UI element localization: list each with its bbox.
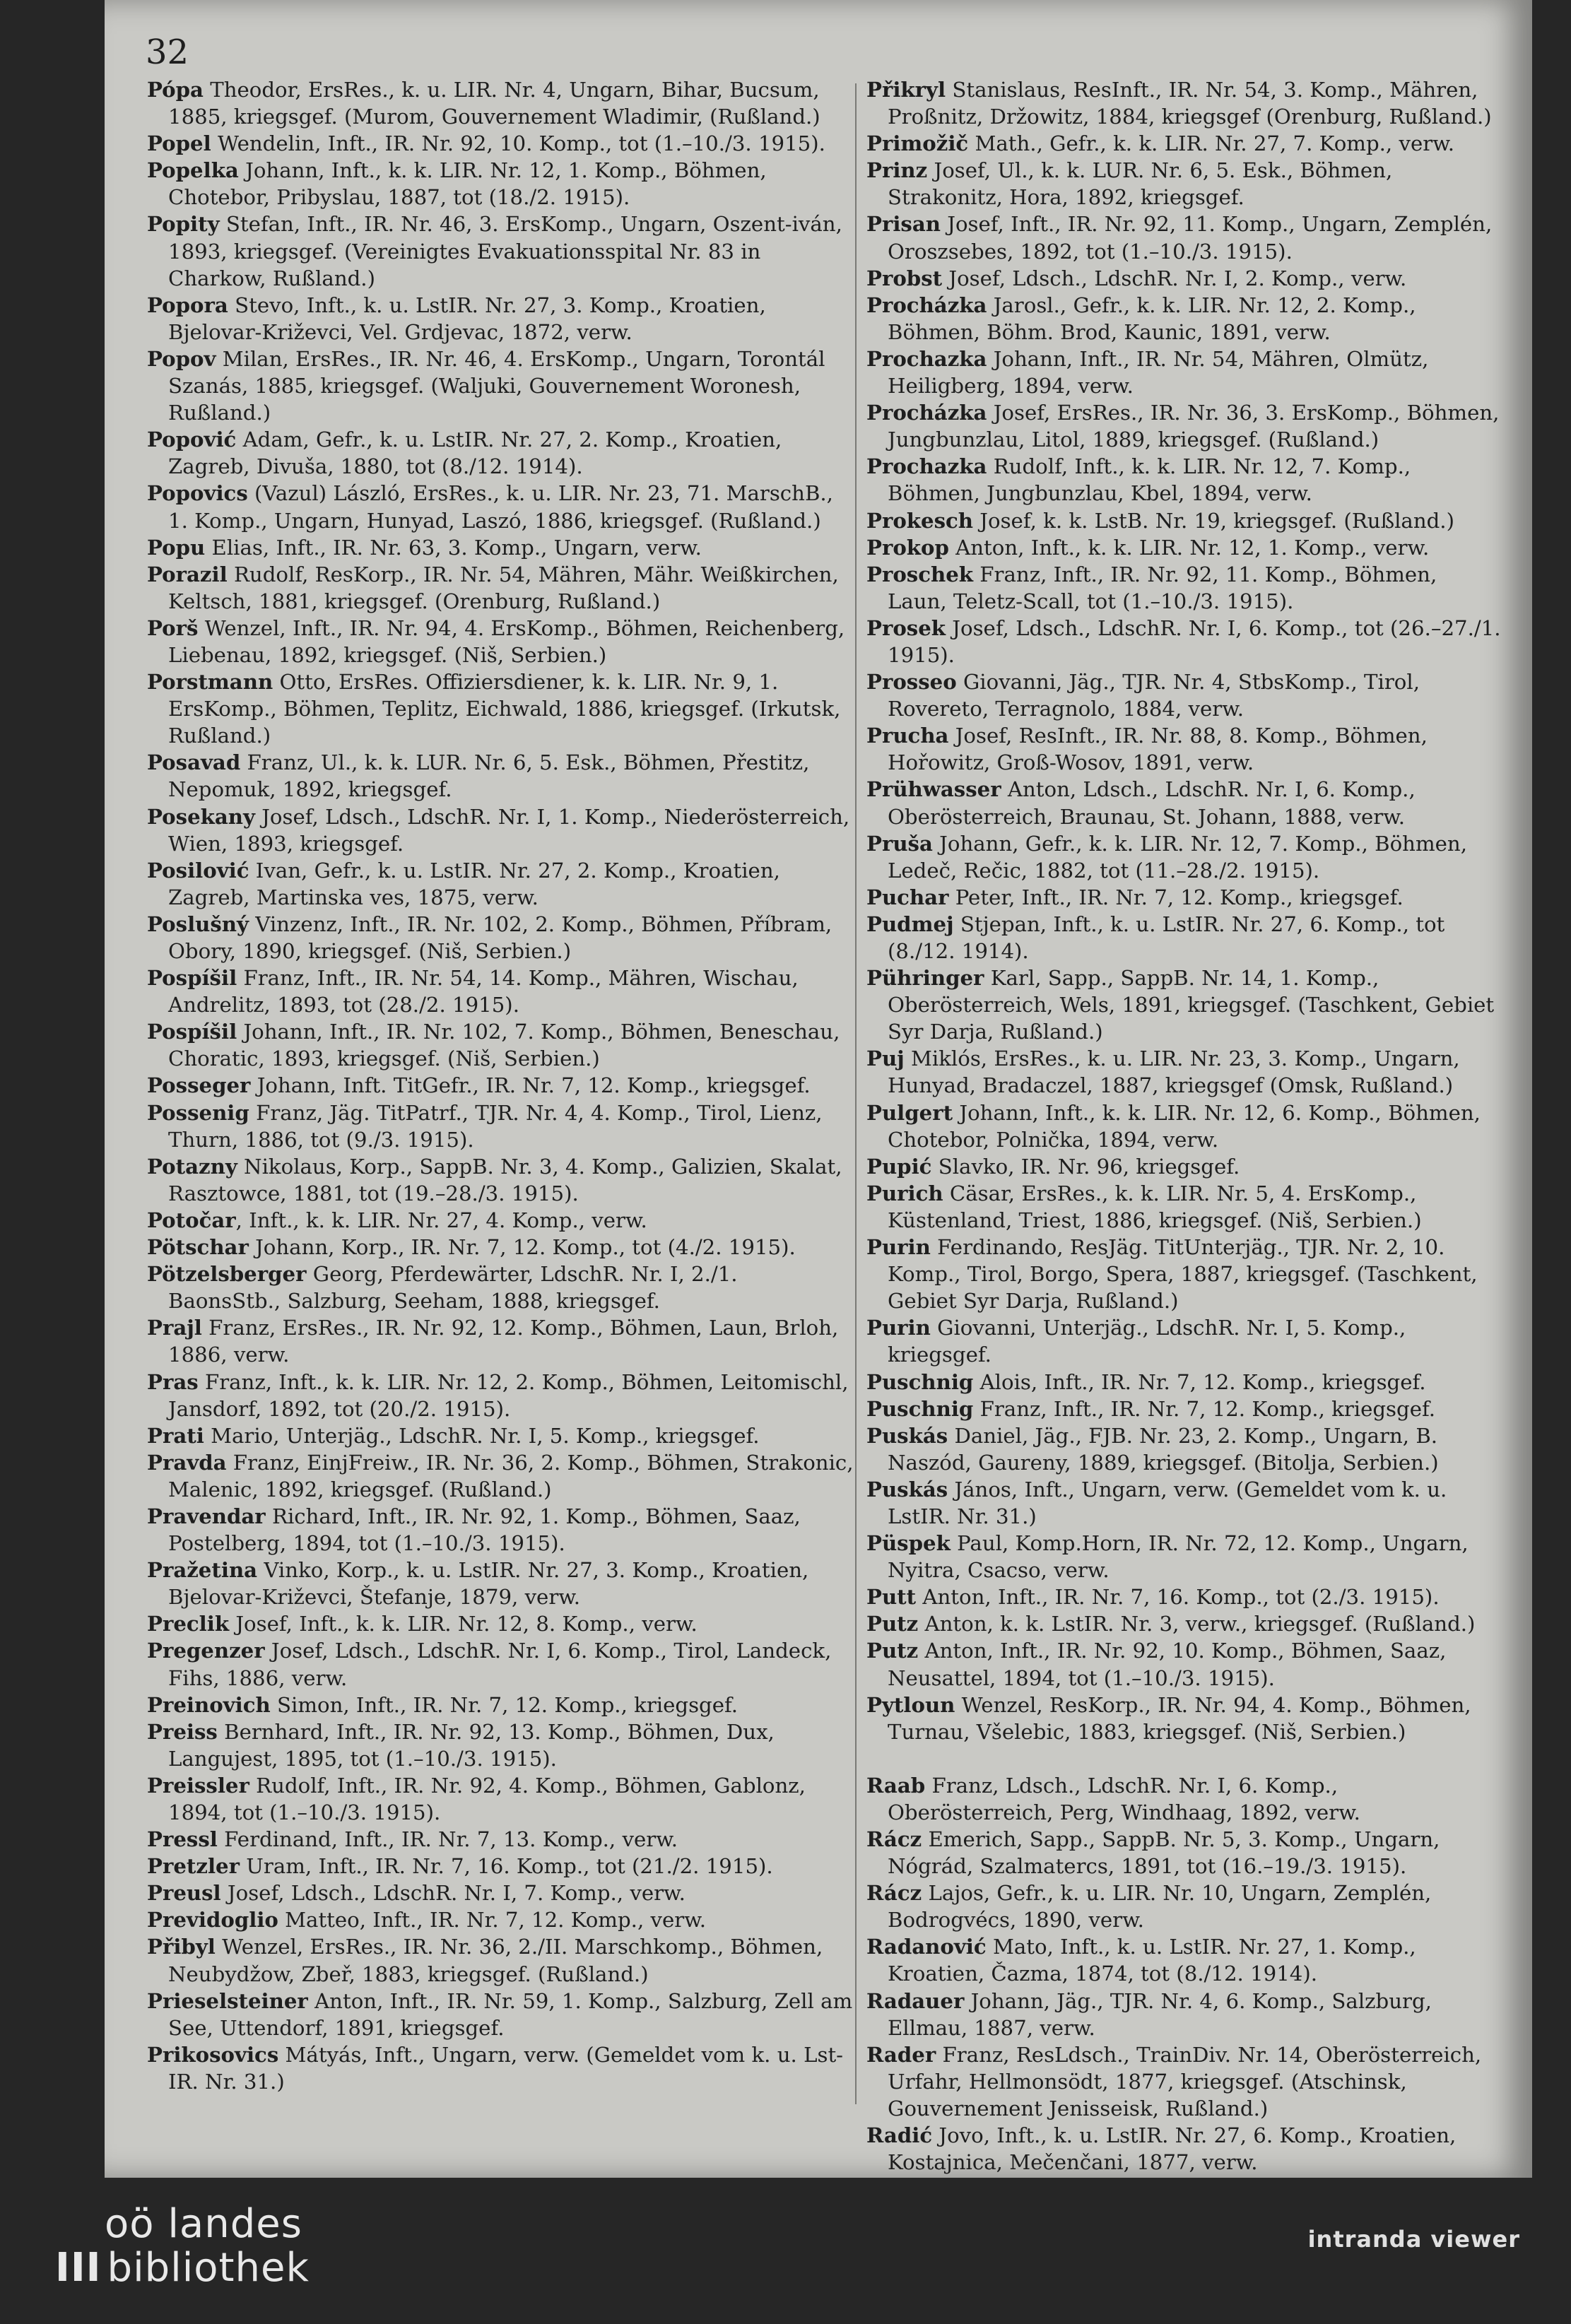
list-entry — [147, 157, 854, 211]
entry-name: Popelka — [147, 158, 239, 183]
list-entry — [147, 1314, 854, 1368]
list-entry — [147, 803, 854, 857]
entry-name: Prisan — [866, 212, 941, 237]
entry-text: Cäsar, ErsRes., k. k. LIR. Nr. 5, 4. ErsKomp., Küstenland, Triest, 1886, kriegsgef. (Niš, Serbien.) — [888, 1181, 1422, 1232]
entry-text: Johann, Inft., IR. Nr. 54, Mähren, Olmütz, Heiligberg, 1894, verw. — [888, 346, 1429, 399]
entry-name: Prosek — [866, 615, 946, 640]
entry-text: Johann, Inft., k. k. LIR. Nr. 12, 1. Komp., Böhmen, Chotebor, Pribyslau, 1887, tot (18./2. 1915). — [168, 158, 767, 210]
list-entry — [866, 265, 1502, 292]
list-entry — [147, 1449, 854, 1503]
entry-text: , Inft., k. k. LIR. Nr. 27, 4. Komp., verw. — [235, 1208, 647, 1232]
entry-name: Preclik — [147, 1612, 230, 1636]
list-entry — [147, 749, 854, 803]
entry-name: Pühringer — [866, 966, 984, 991]
entry-text: Johann, Inft., IR. Nr. 102, 7. Komp., Böhmen, Beneschau, Choratic, 1893, kriegsgef. (Niš, Serbien.) — [168, 1020, 840, 1071]
entry-name: Previdoglio — [147, 1908, 278, 1933]
list-entry — [866, 2122, 1502, 2176]
entry-text: Stefan, Inft., IR. Nr. 46, 3. ErsKomp., Ungarn, Oszent-iván, 1893, kriegsgef. (Vereinigtes Evakuationsspital Nr. 83 in Charkow, Rußland.) — [168, 212, 842, 290]
entry-name: Procházka — [866, 293, 987, 317]
entry-name: Potazny — [147, 1154, 237, 1179]
entry-text: Wenzel, Inft., IR. Nr. 94, 4. ErsKomp., Böhmen, Reichenberg, Liebenau, 1892, kriegsgef. (Niš, Serbien.) — [168, 615, 845, 667]
entry-text: Johann, Inft. TitGefr., IR. Nr. 7, 12. Komp., kriegsgef. — [250, 1073, 811, 1098]
library-logo[interactable] — [55, 2202, 310, 2290]
entry-text: Matteo, Inft., IR. Nr. 7, 12. Komp., verw. — [278, 1908, 707, 1933]
entry-text: Johann, Inft., k. k. LIR. Nr. 12, 6. Komp., Böhmen, Chotebor, Polnička, 1894, verw. — [888, 1100, 1481, 1152]
list-entry — [866, 1583, 1502, 1610]
list-entry — [147, 1369, 854, 1422]
entry-name: Probst — [866, 266, 943, 290]
entry-text: Anton, k. k. LstIR. Nr. 3, verw., kriegsgef. (Rußland.) — [918, 1612, 1476, 1636]
entry-name: Posavad — [147, 750, 241, 775]
entry-name: Popora — [147, 293, 228, 317]
entry-name: Prikosovics — [147, 2042, 279, 2067]
list-entry — [147, 857, 854, 911]
entry-text: Anton, Inft., IR. Nr. 59, 1. Komp., Salzburg, Zell am See, Uttendorf, 1891, kriegsgef. — [168, 1988, 853, 2040]
entry-text: Johann, Gefr., k. k. LIR. Nr. 12, 7. Komp., Böhmen, Ledeč, Rečic, 1882, tot (11.–28./2. 1915). — [888, 831, 1467, 883]
entry-text: Nikolaus, Korp., SappB. Nr. 3, 4. Komp., Galizien, Skalat, Rasztowce, 1881, tot (19.–28./3. 1915). — [168, 1154, 842, 1205]
entry-text: Anton, Inft., IR. Nr. 92, 10. Komp., Böhmen, Saaz, Neusattel, 1894, tot (1.–10./3. 1915). — [888, 1639, 1447, 1690]
entry-name: Puschnig — [866, 1396, 974, 1421]
list-entry — [147, 1153, 854, 1207]
entry-name: Putt — [866, 1585, 917, 1610]
entry-text: Giovanni, Unterjäg., LdschR. Nr. I, 5. Komp., kriegsgef. — [888, 1316, 1406, 1367]
entry-name: Puschnig — [866, 1369, 974, 1394]
entry-name: Posseger — [147, 1073, 251, 1098]
logo-bars-icon: III — [55, 2245, 102, 2291]
list-entry — [866, 1369, 1502, 1396]
entry-name: Pruša — [866, 831, 933, 856]
list-entry — [866, 1530, 1502, 1583]
entry-text: Josef, ErsRes., IR. Nr. 36, 3. ErsKomp., Böhmen, Jungbunzlau, Litol, 1889, kriegsgef. (Rußland.) — [888, 401, 1500, 452]
entry-name: Potočar — [147, 1208, 236, 1232]
entry-text: Emerich, Sapp., SappB. Nr. 5, 3. Komp., Ungarn, Nógrád, Szalmatercs, 1891, tot (16.–19./3. 1915). — [888, 1827, 1440, 1879]
logo-line1: oö landes — [105, 2201, 302, 2247]
entry-text: Stanislaus, ResInft., IR. Nr. 54, 3. Komp., Mähren, Proßnitz, Držowitz, 1884, kriegsgef (Orenburg, Rußland.) — [888, 78, 1492, 129]
entry-name: Procházka — [866, 401, 987, 425]
list-entry — [147, 1503, 854, 1557]
right-column — [866, 76, 1502, 2176]
entry-text: Lajos, Gefr., k. u. LIR. Nr. 10, Ungarn, Zemplén, Bodrogvécs, 1890, verw. — [888, 1881, 1432, 1933]
entry-text: Franz, Ldsch., LdschR. Nr. I, 6. Komp., Oberösterreich, Perg, Windhaag, 1892, verw. — [888, 1773, 1360, 1824]
list-entry — [147, 1772, 854, 1826]
entry-name: Preinovich — [147, 1692, 271, 1717]
entry-text: Peter, Inft., IR. Nr. 7, 12. Komp., kriegsgef. — [948, 885, 1404, 909]
list-entry — [866, 830, 1502, 884]
entry-text: Ferdinand, Inft., IR. Nr. 7, 13. Komp., verw. — [217, 1827, 678, 1852]
entry-name: Pražetina — [147, 1558, 258, 1583]
entry-name: Pras — [147, 1369, 199, 1394]
list-entry — [866, 399, 1502, 453]
list-entry — [866, 346, 1502, 399]
entry-name: Pressl — [147, 1827, 218, 1852]
list-entry — [866, 776, 1502, 830]
entry-text: Ivan, Gefr., k. u. LstIR. Nr. 27, 2. Komp., Kroatien, Zagreb, Martinska ves, 1875, verw. — [168, 858, 780, 909]
entry-text: Josef, k. k. LstB. Nr. 19, kriegsgef. (Rußland.) — [973, 508, 1454, 533]
entry-text: Otto, ErsRes. Offiziersdiener, k. k. LIR. Nr. 9, 1. ErsKomp., Böhmen, Teplitz, Eichwald, 1886, kriegsgef. (Irkutsk, Rußland.) — [168, 670, 841, 748]
list-entry — [866, 1396, 1502, 1422]
entry-name: Putz — [866, 1612, 919, 1636]
entry-name: Prati — [147, 1423, 204, 1448]
list-entry — [147, 534, 854, 561]
list-entry — [866, 1234, 1502, 1314]
entry-text: Wenzel, ErsRes., IR. Nr. 36, 2./II. Marschkomp., Böhmen, Neubydžow, Zbeř, 1883, kriegsgef. (Rußland.) — [168, 1935, 823, 1986]
entry-name: Porazil — [147, 562, 228, 586]
list-entry — [866, 965, 1502, 1045]
entry-name: Popu — [147, 535, 206, 560]
list-entry — [147, 1557, 854, 1610]
entry-name: Putz — [866, 1639, 919, 1663]
entry-name: Purin — [866, 1235, 931, 1260]
entry-name: Popov — [147, 346, 216, 371]
list-entry — [147, 1692, 854, 1718]
entry-text: Franz, Inft., IR. Nr. 92, 11. Komp., Böhmen, Laun, Teletz-Scall, tot (1.–10./3. 1915). — [888, 562, 1437, 613]
entry-name: Pospíšil — [147, 966, 237, 991]
page-number: 32 — [146, 33, 189, 72]
list-entry — [147, 1853, 854, 1880]
entry-name: Pötschar — [147, 1235, 249, 1260]
list-entry — [866, 1153, 1502, 1180]
list-entry — [147, 1718, 854, 1772]
column-divider — [855, 83, 857, 2104]
list-entry — [866, 722, 1502, 776]
entry-name: Pregenzer — [147, 1639, 265, 1663]
entry-text: Jovo, Inft., k. u. LstIR. Nr. 27, 6. Komp., Kroatien, Kostajnica, Mečenčani, 1877, verw. — [888, 2123, 1457, 2175]
list-entry — [147, 2041, 854, 2095]
entry-text: Wendelin, Inft., IR. Nr. 92, 10. Komp., tot (1.–10./3. 1915). — [211, 131, 825, 156]
list-entry — [866, 911, 1502, 965]
entry-name: Purin — [866, 1316, 931, 1340]
list-entry — [866, 1610, 1502, 1637]
entry-name: Raab — [866, 1773, 926, 1798]
entry-text: Stjepan, Inft., k. u. LstIR. Nr. 27, 6. Komp., tot (8./12. 1914). — [888, 912, 1445, 963]
list-entry — [866, 1880, 1502, 1933]
entry-name: Puchar — [866, 885, 949, 909]
entry-name: Prochazka — [866, 346, 987, 371]
logo-line2: bibliothek — [107, 2245, 310, 2291]
list-entry — [866, 534, 1502, 561]
entry-name: Preiss — [147, 1719, 218, 1744]
entry-name: Prühwasser — [866, 777, 1001, 802]
list-entry — [866, 2041, 1502, 2122]
list-entry — [866, 1476, 1502, 1530]
list-entry — [147, 1207, 854, 1234]
entry-name: Porstmann — [147, 670, 273, 695]
list-entry — [147, 1610, 854, 1637]
list-entry — [147, 615, 854, 668]
entry-name: Popović — [147, 427, 237, 452]
entry-text: (Vazul) László, ErsRes., k. u. LIR. Nr. 23, 71. MarschB., 1. Komp., Ungarn, Hunyad, Laszó, 1886, kriegsgef. (Rußland.) — [168, 481, 833, 533]
entry-name: Popity — [147, 212, 220, 237]
entry-text: Franz, Jäg. TitPatrf., TJR. Nr. 4, 4. Komp., Tirol, Lienz, Thurn, 1886, tot (9./3. 1915). — [168, 1100, 823, 1152]
entry-text: Karl, Sapp., SappB. Nr. 14, 1. Komp., Oberösterreich, Wels, 1891, kriegsgef. (Taschkent, Gebiet Syr Darja, Rußland.) — [888, 966, 1495, 1044]
list-entry — [147, 1933, 854, 1987]
list-entry — [147, 1018, 854, 1072]
entry-name: Poslušný — [147, 912, 249, 936]
entry-name: Přibyl — [147, 1935, 216, 1959]
list-entry — [147, 911, 854, 965]
entry-name: Proschek — [866, 562, 974, 586]
entry-text: Daniel, Jäg., FJB. Nr. 23, 2. Komp., Ungarn, B. Naszód, Gaureny, 1889, kriegsgef. (Bitolja, Serbien.) — [888, 1423, 1439, 1475]
entry-name: Purich — [866, 1181, 943, 1205]
entry-text: Mario, Unterjäg., LdschR. Nr. I, 5. Komp., kriegsgef. — [204, 1423, 760, 1448]
entry-text: Anton, Ldsch., LdschR. Nr. I, 6. Komp., Oberösterreich, Braunau, St. Johann, 1888, verw. — [888, 777, 1416, 829]
entry-name: Püspek — [866, 1531, 951, 1556]
entry-text: Josef, Ul., k. k. LUR. Nr. 6, 5. Esk., Böhmen, Strakonitz, Hora, 1892, kriegsgef. — [888, 158, 1393, 210]
entry-text: Franz, ErsRes., IR. Nr. 92, 12. Komp., Böhmen, Laun, Brloh, 1886, verw. — [168, 1316, 839, 1367]
list-entry — [147, 1906, 854, 1933]
list-entry — [147, 1826, 854, 1853]
list-entry — [866, 1422, 1502, 1476]
entry-name: Pupić — [866, 1154, 932, 1179]
entry-name: Pravda — [147, 1450, 227, 1475]
list-entry — [866, 507, 1502, 534]
entry-name: Pytloun — [866, 1692, 955, 1717]
entry-text: Franz, Inft., IR. Nr. 54, 14. Komp., Mähren, Wischau, Andrelitz, 1893, tot (28./2. 1915). — [168, 966, 799, 1018]
entry-name: Pötzelsberger — [147, 1262, 307, 1287]
entry-text: Johann, Korp., IR. Nr. 7, 12. Komp., tot (4./2. 1915). — [248, 1235, 796, 1260]
entry-text: Uram, Inft., IR. Nr. 7, 16. Komp., tot (21./2. 1915). — [240, 1854, 773, 1879]
list-entry — [866, 615, 1502, 668]
list-entry — [147, 292, 854, 346]
entry-text: Miklós, ErsRes., k. u. LIR. Nr. 23, 3. Komp., Ungarn, Hunyad, Bradaczel, 1887, kriegsgef (Omsk, Rußland.) — [888, 1046, 1460, 1098]
entry-text: Theodor, ErsRes., k. u. LIR. Nr. 4, Ungarn, Bihar, Bucsum, 1885, kriegsgef. (Murom, Gouvernement Wladimir, (Rußland.) — [168, 78, 820, 129]
entry-text: Vinzenz, Inft., IR. Nr. 102, 2. Komp., Böhmen, Příbram, Obory, 1890, kriegsgef. (Niš, Serbien.) — [168, 912, 832, 963]
entry-text: Josef, Ldsch., LdschR. Nr. I, 6. Komp., Tirol, Landeck, Fihs, 1886, verw. — [168, 1639, 832, 1690]
list-entry — [866, 1988, 1502, 2041]
entry-name: Posilović — [147, 858, 249, 883]
entry-name: Popel — [147, 131, 211, 156]
entry-name: Prochazka — [866, 454, 987, 479]
entry-name: Pospíšil — [147, 1020, 237, 1044]
list-entry — [147, 1422, 854, 1449]
entry-name: Pudmej — [866, 912, 954, 936]
entry-name: Radanović — [866, 1935, 987, 1959]
left-column — [147, 76, 854, 2095]
entry-name: Primožič — [866, 131, 969, 156]
list-entry — [147, 561, 854, 615]
entry-name: Puskás — [866, 1423, 948, 1448]
entry-name: Prosseo — [866, 670, 957, 695]
entry-text: Josef, Ldsch., LdschR. Nr. I, 2. Komp., verw. — [942, 266, 1407, 290]
list-entry — [147, 1099, 854, 1153]
entry-name: Pravendar — [147, 1504, 266, 1528]
list-entry — [147, 1637, 854, 1691]
list-entry — [866, 1314, 1502, 1368]
list-entry — [147, 1880, 854, 1906]
entry-text: Josef, Inft., k. k. LIR. Nr. 12, 8. Komp., verw. — [229, 1612, 698, 1636]
list-entry — [147, 480, 854, 533]
entry-name: Posekany — [147, 804, 255, 829]
list-entry — [147, 1988, 854, 2041]
entry-name: Pretzler — [147, 1854, 240, 1879]
viewer-label: intranda viewer — [1307, 2226, 1520, 2253]
list-entry — [866, 453, 1502, 507]
entry-name: Prieselsteiner — [147, 1988, 308, 2013]
list-entry — [866, 1692, 1502, 1745]
entry-name: Radić — [866, 2123, 933, 2148]
list-entry — [147, 346, 854, 426]
list-entry — [147, 965, 854, 1018]
entry-text: Josef, Ldsch., LdschR. Nr. I, 1. Komp., Niederösterreich, Wien, 1893, kriegsgef. — [168, 804, 850, 856]
entry-name: Prucha — [866, 724, 949, 748]
entry-text: Franz, Inft., IR. Nr. 7, 12. Komp., kriegsgef. — [973, 1396, 1436, 1421]
entry-text: Mato, Inft., k. u. LstIR. Nr. 27, 1. Komp., Kroatien, Čazma, 1874, tot (8./12. 1914). — [888, 1935, 1416, 1986]
entry-name: Preusl — [147, 1881, 221, 1906]
entry-name: Radauer — [866, 1988, 965, 2013]
entry-name: Possenig — [147, 1100, 249, 1125]
entry-name: Rácz — [866, 1827, 922, 1851]
entry-text: Franz, ResLdsch., TrainDiv. Nr. 14, Oberösterreich, Urfahr, Hellmonsödt, 1877, kriegsgef. (Atschinsk, Gouvernement Jenisseisk, Rußland.) — [888, 2042, 1482, 2120]
scanned-page — [105, 0, 1532, 2178]
list-entry — [866, 1045, 1502, 1099]
entry-text: Paul, Komp.Horn, IR. Nr. 72, 12. Komp., Ungarn, Nyitra, Csacso, verw. — [888, 1531, 1469, 1583]
entry-text: Mátyás, Inft., Ungarn, verw. (Gemeldet vom k. u. Lst-IR. Nr. 31.) — [168, 2042, 844, 2094]
entry-text: Richard, Inft., IR. Nr. 92, 1. Komp., Böhmen, Saaz, Postelberg, 1894, tot (1.–10./3. 1915). — [168, 1504, 801, 1556]
list-entry — [866, 292, 1502, 346]
list-entry — [866, 561, 1502, 615]
entry-text: Josef, ResInft., IR. Nr. 88, 8. Komp., Böhmen, Hořowitz, Groß-Wosov, 1891, verw. — [888, 724, 1428, 775]
entry-text: Giovanni, Jäg., TJR. Nr. 4, StbsKomp., Tirol, Rovereto, Terragnolo, 1884, verw. — [888, 670, 1420, 721]
entry-name: Pulgert — [866, 1100, 953, 1125]
entry-name: Puj — [866, 1046, 905, 1071]
entry-text: Bernhard, Inft., IR. Nr. 92, 13. Komp., Böhmen, Dux, Langujest, 1895, tot (1.–10./3. 1915). — [168, 1719, 775, 1771]
list-entry — [147, 1234, 854, 1261]
entry-name: Prokop — [866, 535, 949, 560]
entry-text: Franz, Inft., k. k. LIR. Nr. 12, 2. Komp., Böhmen, Leitomischl, Jansdorf, 1892, tot (20./2. 1915). — [168, 1369, 849, 1421]
entry-text: Slavko, IR. Nr. 96, kriegsgef. — [931, 1154, 1240, 1179]
entry-text: Adam, Gefr., k. u. LstIR. Nr. 27, 2. Komp., Kroatien, Zagreb, Divuša, 1880, tot (8./12. 1914). — [168, 427, 782, 479]
entry-text: Vinko, Korp., k. u. LstIR. Nr. 27, 3. Komp., Kroatien, Bjelovar-Križevci, Štefanje, 1879, verw. — [168, 1558, 809, 1610]
entry-name: Popovics — [147, 481, 248, 506]
entry-text: Alois, Inft., IR. Nr. 7, 12. Komp., kriegsgef. — [973, 1369, 1426, 1394]
entry-name: Pópa — [147, 78, 204, 102]
entry-text: Rudolf, ResKorp., IR. Nr. 54, Mähren, Mähr. Weißkirchen, Keltsch, 1881, kriegsgef. (Orenburg, Rußland.) — [168, 562, 839, 613]
entry-text: Ferdinando, ResJäg. TitUnterjäg., TJR. Nr. 2, 10. Komp., Tirol, Borgo, Spera, 1887, kriegsgef. (Taschkent, Gebiet Syr Darja, Rußland.) — [888, 1235, 1478, 1314]
list-entry — [866, 1772, 1502, 1826]
list-entry — [866, 1637, 1502, 1691]
list-entry — [866, 130, 1502, 157]
entry-name: Prinz — [866, 158, 928, 183]
list-entry — [866, 884, 1502, 911]
list-entry — [866, 668, 1502, 722]
list-entry — [866, 1933, 1502, 1987]
entry-text: Josef, Ldsch., LdschR. Nr. I, 6. Komp., tot (26.–27./1. 1915). — [888, 615, 1501, 667]
entry-text: Math., Gefr., k. k. LIR. Nr. 27, 7. Komp., verw. — [968, 131, 1454, 156]
entry-text: Rudolf, Inft., k. k. LIR. Nr. 12, 7. Komp., Böhmen, Jungbunzlau, Kbel, 1894, verw. — [888, 454, 1411, 506]
entry-text: Milan, ErsRes., IR. Nr. 46, 4. ErsKomp., Ungarn, Torontál Szanás, 1885, kriegsgef. (Waljuki, Gouvernement Woronesh, Rußland.) — [168, 346, 825, 425]
entry-text: Georg, Pferdewärter, LdschR. Nr. I, 2./1. BaonsStb., Salzburg, Seeham, 1888, kriegsgef. — [168, 1262, 738, 1314]
entry-text: Simon, Inft., IR. Nr. 7, 12. Komp., kriegsgef. — [270, 1692, 739, 1717]
entry-name: Porš — [147, 615, 199, 640]
entry-text: Franz, EinjFreiw., IR. Nr. 36, 2. Komp., Böhmen, Strakonic, Malenic, 1892, kriegsgef. (Rußland.) — [168, 1450, 854, 1502]
entry-text: Johann, Jäg., TJR. Nr. 4, 6. Komp., Salzburg, Ellmau, 1887, verw. — [888, 1988, 1432, 2040]
entry-text: Stevo, Inft., k. u. LstIR. Nr. 27, 3. Komp., Kroatien, Bjelovar-Križevci, Vel. Grdjevac, 1872, verw. — [168, 293, 766, 344]
entry-text: Wenzel, ResKorp., IR. Nr. 94, 4. Komp., Böhmen, Turnau, Všelebic, 1883, kriegsgef. (Niš, Serbien.) — [888, 1692, 1471, 1744]
entry-name: Puskás — [866, 1477, 948, 1502]
entry-name: Rácz — [866, 1881, 922, 1906]
entry-text: Jarosl., Gefr., k. k. LIR. Nr. 12, 2. Komp., Böhmen, Böhm. Brod, Kaunic, 1891, verw. — [888, 293, 1416, 344]
section-gap — [866, 1745, 1502, 1772]
list-entry — [866, 157, 1502, 211]
entry-text: Elias, Inft., IR. Nr. 63, 3. Komp., Ungarn, verw. — [205, 535, 702, 560]
entry-name: Rader — [866, 2042, 936, 2067]
list-entry — [147, 668, 854, 749]
list-entry — [147, 211, 854, 291]
entry-text: Josef, Inft., IR. Nr. 92, 11. Komp., Ungarn, Zemplén, Oroszsebes, 1892, tot (1.–10./3. 1915). — [888, 212, 1493, 264]
list-entry — [147, 1261, 854, 1314]
list-entry — [147, 130, 854, 157]
entry-text: Josef, Ldsch., LdschR. Nr. I, 7. Komp., verw. — [220, 1881, 686, 1906]
entry-name: Prokesch — [866, 508, 974, 533]
entry-text: János, Inft., Ungarn, verw. (Gemeldet vom k. u. LstIR. Nr. 31.) — [888, 1477, 1447, 1528]
list-entry — [866, 1180, 1502, 1234]
list-entry — [866, 76, 1502, 130]
list-entry — [147, 76, 854, 130]
list-entry — [866, 1099, 1502, 1153]
list-entry — [866, 211, 1502, 264]
list-entry — [866, 1826, 1502, 1880]
entry-name: Prajl — [147, 1316, 202, 1340]
entry-name: Preissler — [147, 1773, 249, 1798]
entry-text: Anton, Inft., IR. Nr. 7, 16. Komp., tot (2./3. 1915). — [916, 1585, 1440, 1610]
entry-text: Franz, Ul., k. k. LUR. Nr. 6, 5. Esk., Böhmen, Přestitz, Nepomuk, 1892, kriegsgef. — [168, 750, 810, 802]
entry-text: Anton, Inft., k. k. LIR. Nr. 12, 1. Komp., verw. — [948, 535, 1430, 560]
list-entry — [147, 426, 854, 480]
entry-text: Rudolf, Inft., IR. Nr. 92, 4. Komp., Böhmen, Gablonz, 1894, tot (1.–10./3. 1915). — [168, 1773, 806, 1824]
list-entry — [147, 1072, 854, 1099]
entry-name: Přikryl — [866, 78, 946, 102]
